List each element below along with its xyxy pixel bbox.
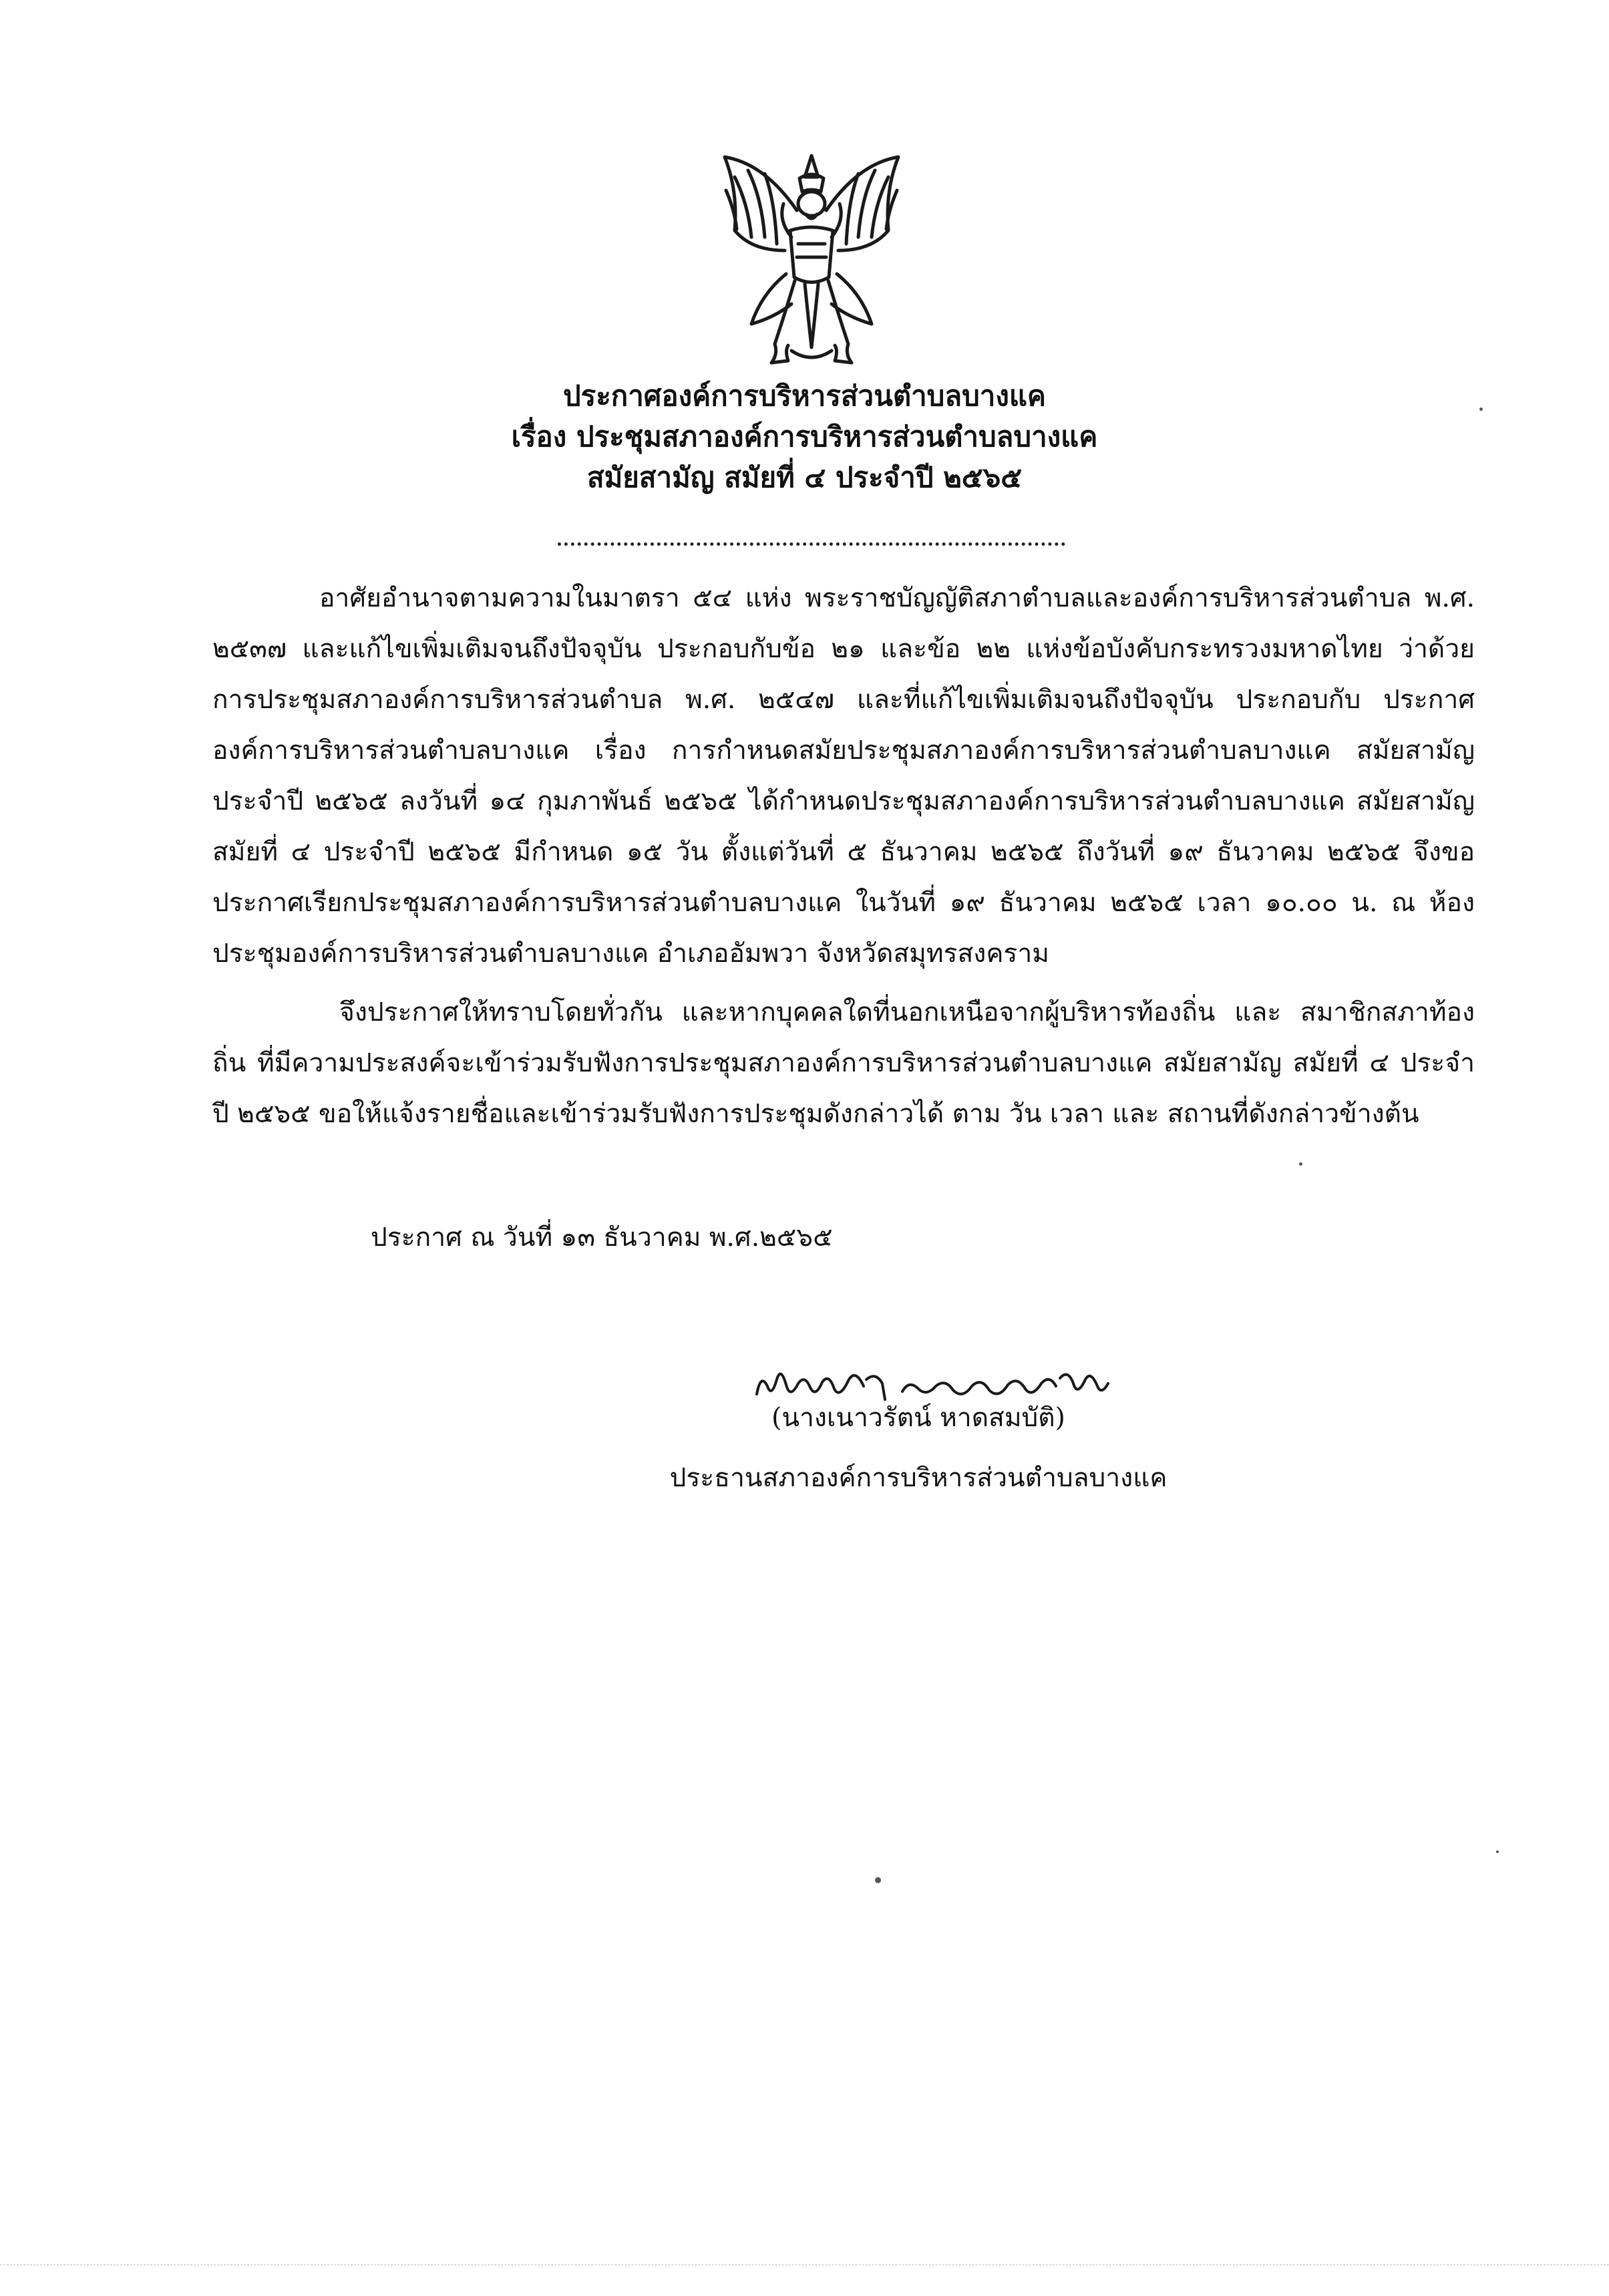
scan-speck xyxy=(1299,1162,1302,1166)
scan-speck xyxy=(1479,407,1483,411)
garuda-emblem-icon xyxy=(711,150,912,371)
signer-name: (นางเนาวรัตน์ หาดสมบัติ) xyxy=(771,1403,1065,1433)
scan-speck xyxy=(1496,1850,1499,1853)
dotted-divider xyxy=(558,542,1065,546)
document-heading-line-2: เรื่อง ประชุมสภาองค์การบริหารส่วนตำบลบางแค xyxy=(511,420,1098,453)
body-paragraph-1: อาศัยอำนาจตามความในมาตรา ๕๔ แห่ง พระราชบัญญัติสภาตำบลและองค์การบริหารส่วนตำบล พ.ศ. ๒๕๓๗ และแก้ไขเพิ่มเติมจนถึงปัจจุบัน ประกอบกับข้อ ๒๑ และข้อ ๒๒ แห่งข้อบังคับกระทรวงมหาดไทย ว่าด้วย การประชุมสภาองค์การบริหารส่วนตำบล พ.ศ. ๒๕๔๗ และที่แก้ไขเพิ่มเติมจนถึงปัจจุบัน ประกอบกับ ประกาศองค์การบริหารส่วนตำบลบางแค เรื่อง การกำหนดสมัยประชุมสภาองค์การบริหารส่วนตำบลบางแค สมัยสามัญ ประจำปี ๒๕๖๕ ลงวันที่ ๑๔ กุมภาพันธ์ ๒๕๖๕ ได้กำหนดประชุมสภาองค์การบริหารส่วนตำบลบางแค สมัยสามัญ สมัยที่ ๔ ประจำปี ๒๕๖๕ มีกำหนด ๑๕ วัน ตั้งแต่วันที่ ๕ ธันวาคม ๒๕๖๕ ถึงวันที่ ๑๙ ธันวาคม ๒๕๖๕ จึงขอประกาศเรียกประชุมสภาองค์การบริหารส่วนตำบลบางแค ในวันที่ ๑๙ ธันวาคม ๒๕๖๕ เวลา ๑๐.๐๐ น. ณ ห้อง ประชุมองค์การบริหารส่วนตำบลบางแค อำเภออัมพวา จังหวัดสมุทรสงคราม xyxy=(212,583,1475,969)
body-paragraph-2: จึงประกาศให้ทราบโดยทั่วกัน และหากบุคคลใดที่นอกเหนือจากผู้บริหารท้องถิ่น และ สมาชิกสภาท้องถิ่น ที่มีความประสงค์จะเข้าร่วมรับฟังการประชุมสภาองค์การบริหารส่วนตำบลบางแค สมัยสามัญ สมัยที่ ๔ ประจำปี ๒๕๖๕ ขอให้แจ้งรายชื่อและเข้าร่วมรับฟังการประชุมดังกล่าวได้ ตาม วัน เวลา และ สถานที่ดังกล่าวข้างต้น xyxy=(212,997,1475,1129)
signer-title: ประธานสภาองค์การบริหารส่วนตำบลบางแค xyxy=(669,1463,1168,1493)
proclaimed-date: ประกาศ ณ วันที่ ๑๓ ธันวาคม พ.ศ.๒๕๖๕ xyxy=(371,1222,833,1253)
document-heading-line-3: สมัยสามัญ สมัยที่ ๔ ประจำปี ๒๕๖๕ xyxy=(586,461,1023,494)
scan-speck xyxy=(875,1877,881,1883)
document-heading-line-1: ประกาศองค์การบริหารส่วนตำบลบางแค xyxy=(562,379,1046,412)
